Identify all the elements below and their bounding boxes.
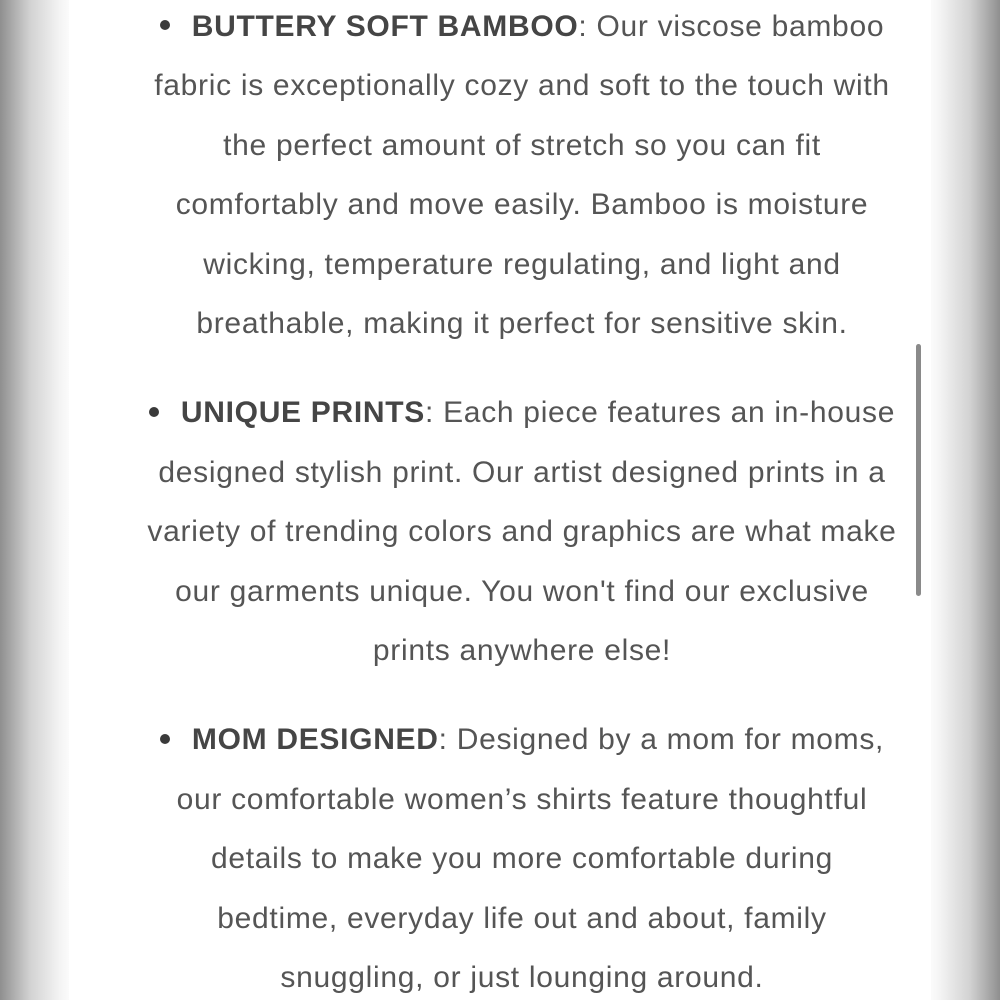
bullet-icon [160, 734, 170, 744]
feature-separator: : [578, 10, 588, 43]
bullet-icon [149, 407, 159, 417]
feature-text: Each piece features an in-house designed stylish print. Our artist designed prints in a variety of trending colors and graphics are what make our garments unique. You won't find our exclusive prints anywhere else! [147, 396, 897, 668]
product-description-page [69, 0, 931, 1000]
feature-heading: MOM DESIGNED [191, 723, 439, 757]
feature-list [147, 0, 897, 1000]
feature-separator: : [425, 396, 435, 430]
feature-text: Designed by a mom for moms, our comfortable women’s shirts feature thoughtful details to make you more comfortable during bedtime, everyday life out and about, family snuggling, or just lounging around. [176, 723, 885, 995]
feature-heading: BUTTERY SOFT BAMBOO [191, 10, 579, 43]
feature-item-mom-designed [147, 710, 897, 1000]
feature-heading: UNIQUE PRINTS [180, 396, 426, 430]
feature-separator: : [438, 723, 448, 757]
bullet-icon [160, 20, 170, 30]
feature-item-buttery-soft-bamboo [147, 0, 897, 353]
feature-item-unique-prints [147, 383, 897, 680]
feature-text: Our viscose bamboo fabric is exceptionally cozy and soft to the touch with the perfect amount of stretch so you can fit comfortably and move easily. Bamboo is moisture wicking, temperature regulating, and light and breathable, making it perfect for sensitive skin. [154, 10, 890, 341]
scrollbar-thumb[interactable] [916, 344, 921, 596]
